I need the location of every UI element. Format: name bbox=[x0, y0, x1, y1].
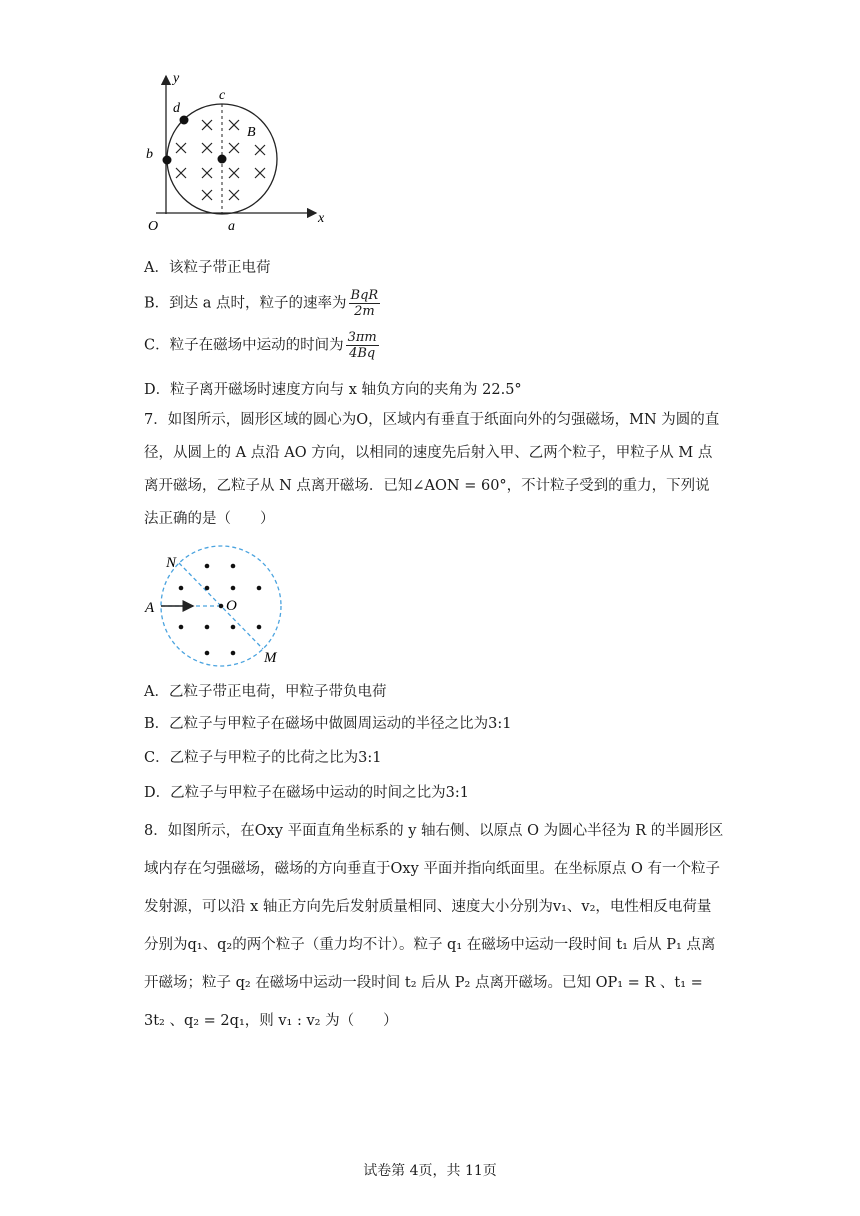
q7-stem: 7．如图所示，圆形区域的圆心为O，区域内有垂直于纸面向外的匀强磁场，MN 为圆的直径，从圆上的 A 点沿 AO 方向，以相同的速度先后射入甲、乙两个粒子，甲粒子从 M 点离开磁场，乙粒子从 N 点离开磁场．已知∠AON = 60°，不计粒子受到的重力，下列说法正确的是（ ） bbox=[144, 412, 720, 527]
q6-option-b-text: B．到达 a 点时，粒子的速率为 bbox=[144, 295, 347, 312]
label-O: O bbox=[226, 598, 237, 614]
label-A: A bbox=[145, 600, 155, 616]
fraction-numerator: 3πm bbox=[347, 330, 377, 345]
label-B: B bbox=[247, 125, 256, 140]
fraction-denominator: 4Bq bbox=[349, 346, 376, 361]
label-y: y bbox=[173, 71, 180, 86]
label-origin: O bbox=[148, 219, 159, 234]
q6-option-c-text: C．粒子在磁场中运动的时间为 bbox=[144, 337, 344, 354]
q7-option-d: D．乙粒子与甲粒子在磁场中运动的时间之比为3:1 bbox=[144, 785, 469, 801]
q6-option-a: A．该粒子带正电荷 bbox=[144, 260, 271, 276]
page-footer: 试卷第 4页，共 11页 bbox=[363, 1163, 497, 1179]
fraction-bqr-2m bbox=[349, 288, 381, 319]
label-x: x bbox=[318, 211, 325, 226]
label-c: c bbox=[219, 88, 226, 103]
q6-option-d: D．粒子离开磁场时速度方向与 x 轴负方向的夹角为 22.5° bbox=[144, 382, 522, 398]
point-b bbox=[163, 156, 172, 165]
figure-circular-field-dots bbox=[140, 540, 300, 670]
point-d bbox=[180, 116, 189, 125]
label-a: a bbox=[228, 219, 235, 234]
q7-option-a: A．乙粒子带正电荷，甲粒子带负电荷 bbox=[144, 684, 387, 700]
fraction-numerator: BqR bbox=[350, 288, 379, 303]
field-dots bbox=[179, 564, 262, 656]
q6-option-c bbox=[144, 330, 381, 361]
label-d: d bbox=[173, 101, 180, 116]
label-b: b bbox=[146, 147, 153, 162]
fraction-denominator: 2m bbox=[354, 304, 375, 319]
q8-stem: 8．如图所示，在Oxy 平面直角坐标系的 y 轴右侧、以原点 O 为圆心半径为 R 的半圆形区域内存在匀强磁场，磁场的方向垂直于Oxy 平面并指向纸面里。在坐标原点 O 有一个粒子发射源，可以沿 x 轴正方向先后发射质量相同、速度大小分别为v₁、v₂，电性相反电荷量分别为q₁、q₂的两个粒子（重力均不计）。粒子 q₁ 在磁场中运动一段时间 t₁ 后从 P₁ 点离开磁场；粒子 q₂ 在磁场中运动一段时间 t₂ 后从 P₂ 点离开磁场。已知 OP₁ = R 、t₁ = 3t₂ 、q₂ = 2q₁，则 v₁ : v₂ 为（ ） bbox=[144, 823, 724, 1029]
q7-option-b: B．乙粒子与甲粒子在磁场中做圆周运动的半径之比为3:1 bbox=[144, 716, 512, 732]
label-N: N bbox=[166, 555, 177, 571]
q7-option-c: C．乙粒子与甲粒子的比荷之比为3:1 bbox=[144, 750, 382, 766]
q6-option-b bbox=[144, 288, 382, 319]
point-center bbox=[218, 155, 227, 164]
figure-magnetic-field-circle bbox=[140, 66, 340, 236]
fraction-3pim-4bq bbox=[346, 330, 379, 361]
label-M: M bbox=[264, 650, 277, 666]
